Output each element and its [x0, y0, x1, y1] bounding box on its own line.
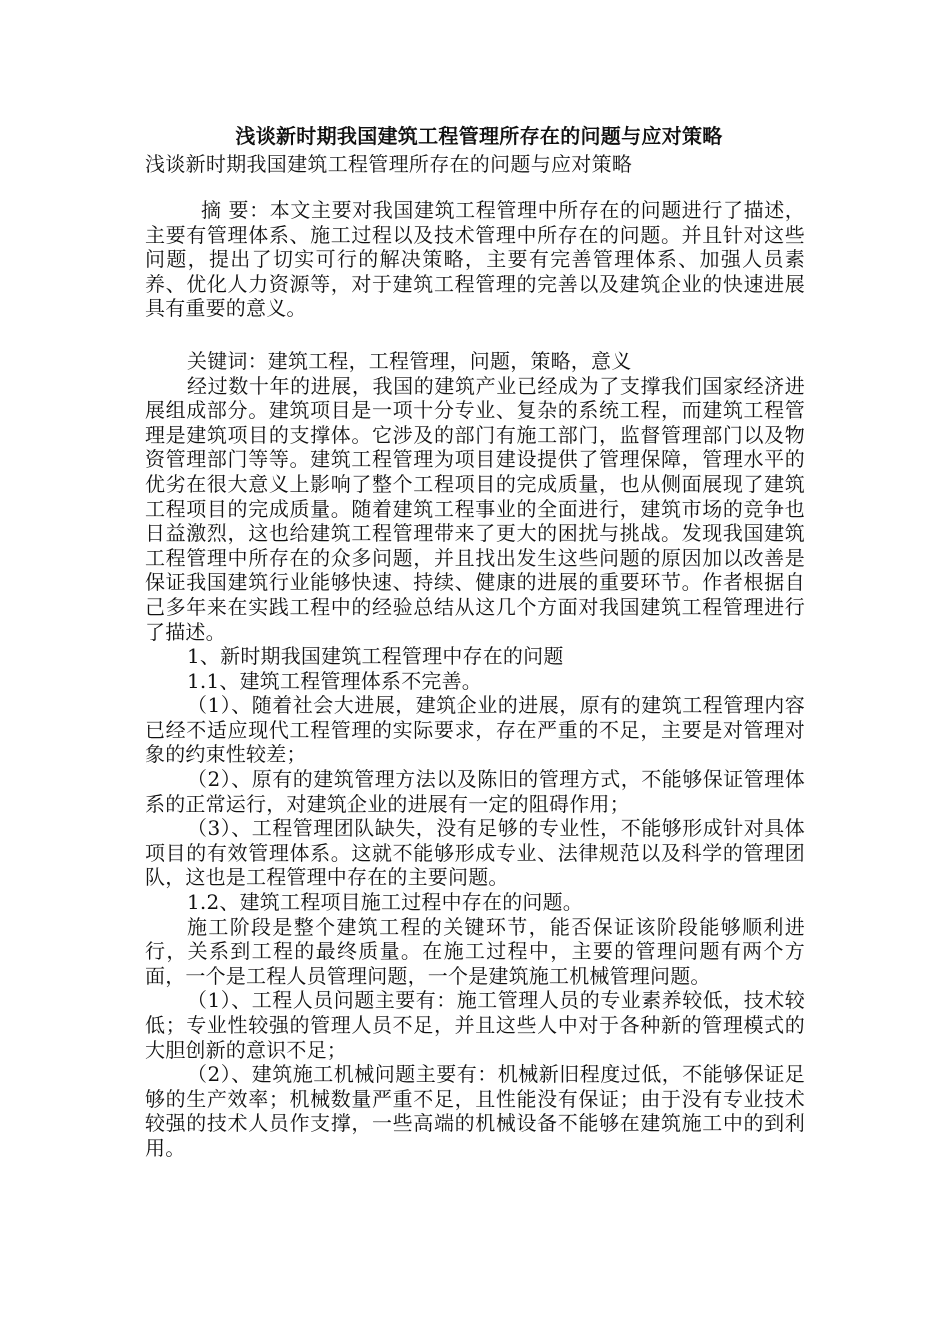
list-item: （2）、原有的建筑管理方法以及陈旧的管理方式，不能够保证管理体系的正常运行，对建筑企业的进展有一定的阻碍作用；: [145, 767, 805, 816]
document-title: 浅谈新时期我国建筑工程管理所存在的问题与应对策略: [235, 124, 723, 148]
list-item: （3）、工程管理团队缺失，没有足够的专业性，不能够形成针对具体项目的有效管理体系。这就不能够形成专业、法律规范以及科学的管理团队，这也是工程管理中存在的主要问题。: [145, 816, 805, 890]
keywords-line: 关键词：建筑工程，工程管理，问题，策略，意义: [187, 348, 632, 373]
list-item: （1）、随着社会大进展，建筑企业的进展，原有的建筑工程管理内容已经不适应现代工程管理的实际要求，存在严重的不足，主要是对管理对象的约束性较差；: [145, 693, 805, 767]
document-subtitle: 浅谈新时期我国建筑工程管理所存在的问题与应对策略: [145, 152, 633, 176]
body-paragraph: 施工阶段是整个建筑工程的关键环节，能否保证该阶段能够顺利进行，关系到工程的最终质量。在施工过程中，主要的管理问题有两个方面，一个是工程人员管理问题，一个是建筑施工机械管理问题。: [145, 914, 805, 988]
spacer: [145, 178, 805, 198]
document-body: [145, 122, 805, 1161]
intro-paragraph: 经过数十年的进展，我国的建筑产业已经成为了支撑我们国家经济进展组成部分。建筑项目是一项十分专业、复杂的系统工程，而建筑工程管理是建筑项目的支撑体。它涉及的部门有施工部门，监督管理部门以及物资管理部门等等。建筑工程管理为项目建设提供了管理保障，管理水平的优劣在很大意义上影响了整个工程项目的完成质量，也从侧面展现了建筑工程项目的完成质量。随着建筑工程事业的全面进行，建筑市场的竞争也日益激烈，这也给建筑工程管理带来了更大的困扰与挑战。发现我国建筑工程管理中所存在的众多问题，并且找出发生这些问题的原因加以改善是保证我国建筑行业能够快速、持续、健康的进展的重要环节。作者根据自己多年来在实践工程中的经验总结从这几个方面对我国建筑工程管理进行了描述。: [145, 373, 805, 644]
abstract-paragraph: 摘 要：本文主要对我国建筑工程管理中所存在的问题进行了描述，主要有管理体系、施工过程以及技术管理中所存在的问题。并且针对这些问题，提出了切实可行的解决策略，主要有完善管理体系、加强人员素养、优化人力资源等，对于建筑工程管理的完善以及建筑企业的快速进展具有重要的意义。: [145, 198, 805, 321]
section-heading-1-2: 1.2、建筑工程项目施工过程中存在的问题。: [187, 890, 584, 915]
section-heading-1-1: 1.1、建筑工程管理体系不完善。: [187, 668, 483, 693]
section-heading-1: 1、新时期我国建筑工程管理中存在的问题: [187, 644, 564, 669]
list-item: （2）、建筑施工机械问题主要有：机械新旧程度过低，不能够保证足够的生产效率；机械数量严重不足，且性能没有保证；由于没有专业技术较强的技术人员作支撑，一些高端的机械设备不能够在建筑施工中的到利用。: [145, 1062, 805, 1160]
spacer: [145, 321, 805, 349]
list-item: （1）、工程人员问题主要有：施工管理人员的专业素养较低，技术较低；专业性较强的管理人员不足，并且这些人中对于各种新的管理模式的大胆创新的意识不足；: [145, 988, 805, 1062]
